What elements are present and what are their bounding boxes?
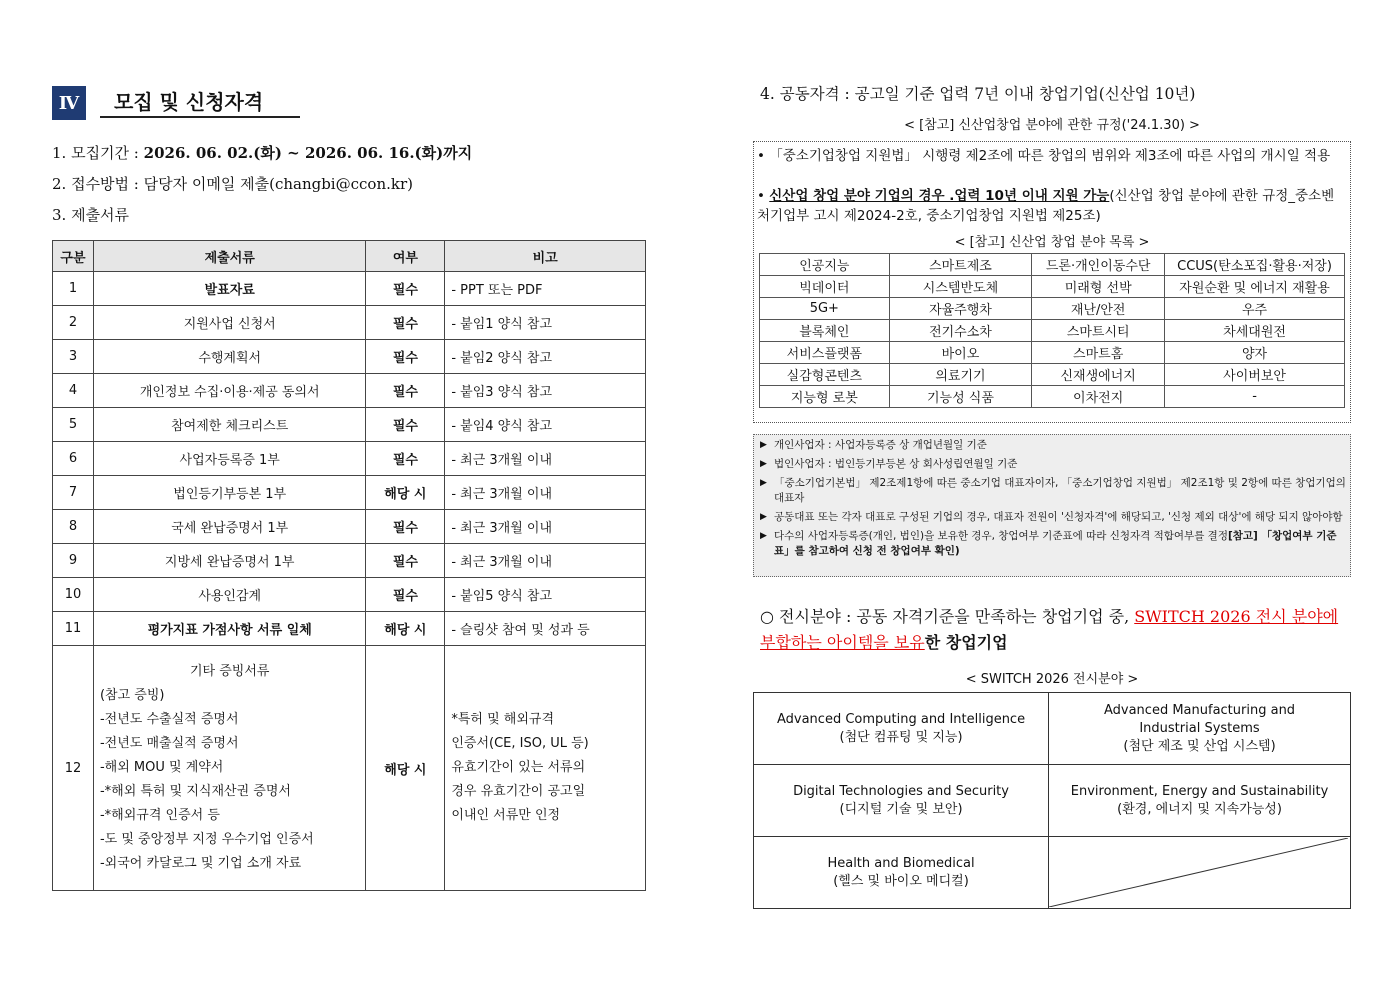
table-row	[760, 320, 1345, 342]
field-en: Digital Technologies and Security	[793, 783, 1009, 799]
bullet-text: 「중소기업창업 지원법」 시행령 제2조에 따른 창업의 범위와 제3조에 따른 사업의 개시일 적용	[769, 148, 1331, 164]
row-no: 8	[53, 510, 94, 544]
category-cell: 차세대원전	[1165, 320, 1345, 342]
triangle-bullet-icon: ▶	[760, 440, 767, 450]
row-note: - 붙임1 양식 참고	[445, 306, 646, 340]
row-req: 필수	[366, 442, 445, 476]
documents-table	[52, 240, 646, 891]
row-doc-line: -도 및 중앙정부 지정 우수기업 인증서	[99, 832, 314, 847]
ref-bullet-1	[757, 146, 1347, 166]
table-row	[53, 442, 646, 476]
category-cell: 재난/안전	[1032, 298, 1165, 320]
field-cell	[754, 765, 1049, 837]
row-doc: 지방세 완납증명서 1부	[93, 544, 365, 578]
field-en: Advanced Manufacturing and Industrial Systems	[1103, 702, 1296, 736]
category-cell: 인공지능	[760, 254, 890, 276]
row-doc-line: (참고 증빙)	[99, 688, 165, 703]
row-no: 3	[53, 340, 94, 374]
category-cell: 실감형콘텐츠	[760, 364, 890, 386]
category-cell: 드론·개인이동수단	[1032, 254, 1165, 276]
field-en: Health and Biomedical	[827, 855, 975, 871]
row-note-line: 이내인 서류만 인정	[451, 808, 561, 823]
field-ko: (환경, 에너지 및 지속가능성)	[1117, 801, 1282, 817]
category-cell: 바이오	[889, 342, 1032, 364]
row-doc: 사용인감계	[93, 578, 365, 612]
diagonal-line-icon	[1049, 838, 1348, 907]
row-req: 필수	[366, 544, 445, 578]
period-label: 1. 모집기간 :	[52, 144, 144, 162]
bullet-bold-text: 신산업 창업 분야 기업의 경우 .업력 10년 이내 지원 가능	[769, 188, 1110, 204]
field-cell	[1049, 765, 1351, 837]
category-table	[759, 253, 1345, 408]
category-cell: 스마트시티	[1032, 320, 1165, 342]
table-row	[760, 342, 1345, 364]
category-cell: 미래형 선박	[1032, 276, 1165, 298]
exhibit-highlight: SWITCH 2026 전시 분야에 부합하는 아이템을 보유	[760, 607, 1339, 652]
field-en: Environment, Energy and Sustainability	[1070, 783, 1329, 799]
row-doc: 지원사업 신청서	[93, 306, 365, 340]
header-doc: 제출서류	[93, 241, 365, 272]
row-req: 해당 시	[366, 476, 445, 510]
row-no: 7	[53, 476, 94, 510]
field-ko: (첨단 컴퓨팅 및 지능)	[839, 729, 963, 745]
row-req: 필수	[366, 272, 445, 306]
header-note: 비고	[445, 241, 646, 272]
row-doc-line: -*해외 특허 및 지식재산권 증명서	[99, 784, 291, 799]
row-doc: 개인정보 수집·이용·제공 동의서	[93, 374, 365, 408]
row-note: - 붙임3 양식 참고	[445, 374, 646, 408]
ref-bullet-2	[757, 186, 1347, 226]
row-note-line: 유효기간이 있는 서류의	[451, 760, 586, 775]
row-req: 필수	[366, 340, 445, 374]
row-req: 필수	[366, 408, 445, 442]
category-title: < [참고] 신산업 창업 분야 목록 >	[954, 235, 1150, 250]
category-cell: 사이버보안	[1165, 364, 1345, 386]
note-text: 법인사업자 : 법인등기부등본 상 회사성립연월일 기준	[774, 458, 1018, 470]
row-doc: 국세 완납증명서 1부	[93, 510, 365, 544]
category-cell: 기능성 식품	[889, 386, 1032, 408]
table-row	[754, 765, 1351, 837]
exhibit-prefix: ○ 전시분야 : 공동 자격기준을 만족하는 창업기업 중,	[760, 607, 1135, 626]
row-doc: 사업자등록증 1부	[93, 442, 365, 476]
category-cell: 의료기기	[889, 364, 1032, 386]
row-req: 필수	[366, 578, 445, 612]
field-cell	[1049, 693, 1351, 765]
category-cell: -	[1165, 386, 1345, 408]
row-note: - 붙임2 양식 참고	[445, 340, 646, 374]
category-cell: 이차전지	[1032, 386, 1165, 408]
category-cell: 시스템반도체	[889, 276, 1032, 298]
table-row	[760, 298, 1345, 320]
category-cell: CCUS(탄소포집·활용·저장)	[1165, 254, 1345, 276]
submit-method: 2. 접수방법 : 담당자 이메일 제출(changbi@ccon.kr)	[52, 175, 413, 193]
row-note	[445, 646, 646, 891]
table-row	[53, 340, 646, 374]
table-row	[760, 364, 1345, 386]
period-value: 2026. 06. 02.(화) ~ 2026. 06. 16.(화)까지	[143, 144, 473, 162]
row-doc-title: 기타 증빙서류	[189, 664, 270, 679]
section-number: Ⅳ	[52, 86, 86, 120]
row-doc: 수행계획서	[93, 340, 365, 374]
header-req: 여부	[366, 241, 445, 272]
row-req: 필수	[366, 306, 445, 340]
exhibit-statement	[760, 604, 1352, 656]
row-doc-line: -*해외규격 인증서 등	[99, 808, 220, 823]
category-cell: 스마트제조	[889, 254, 1032, 276]
field-ko: (첨단 제조 및 산업 시스템)	[1123, 738, 1276, 754]
note-text: 「중소기업기본법」 제2조제1항에 따른 중소기업 대표자이자, 「중소기업창업 지원법」 제2조1항 및 2항에 따른 창업기업의 대표자	[774, 477, 1346, 504]
triangle-bullet-icon: ▶	[760, 512, 767, 522]
row-doc-line: -외국어 카달로그 및 기업 소개 자료	[99, 856, 302, 871]
category-cell: 신재생에너지	[1032, 364, 1165, 386]
section-title: 모집 및 신청자격	[100, 86, 300, 118]
row-doc-line: -전년도 수출실적 증명서	[99, 712, 239, 727]
table-row	[53, 510, 646, 544]
row-no: 11	[53, 612, 94, 646]
field-ko: (디지털 기술 및 보안)	[839, 801, 963, 817]
row-note: - PPT 또는 PDF	[445, 272, 646, 306]
table-row	[53, 306, 646, 340]
row-doc: 참여제한 체크리스트	[93, 408, 365, 442]
row-note-line: *특허 및 해외규격	[451, 712, 554, 727]
category-cell: 지능형 로봇	[760, 386, 890, 408]
row-doc: 발표자료	[93, 272, 365, 306]
table-row	[754, 837, 1351, 909]
header-no: 구분	[53, 241, 94, 272]
note-item	[758, 529, 1346, 559]
row-note-line: 경우 유효기간이 공고일	[451, 784, 586, 799]
row-note: - 슬링샷 참여 및 성과 등	[445, 612, 646, 646]
notes-list	[758, 438, 1346, 559]
row-no: 10	[53, 578, 94, 612]
table-row	[760, 386, 1345, 408]
row-req: 필수	[366, 374, 445, 408]
note-item	[758, 510, 1346, 525]
row-no: 2	[53, 306, 94, 340]
row-note-line: 인증서(CE, ISO, UL 등)	[451, 736, 589, 751]
row-note: - 붙임5 양식 참고	[445, 578, 646, 612]
row-note: - 최근 3개월 이내	[445, 476, 646, 510]
docs-title: 3. 제출서류	[52, 206, 130, 224]
row-doc	[93, 646, 365, 891]
empty-diagonal-cell	[1049, 837, 1351, 909]
row-no: 9	[53, 544, 94, 578]
table-header-row	[53, 241, 646, 272]
row-doc-line: -전년도 매출실적 증명서	[99, 736, 239, 751]
category-cell: 자율주행차	[889, 298, 1032, 320]
exhibit-suffix: 한 창업기업	[924, 633, 1008, 652]
triangle-bullet-icon: ▶	[760, 478, 767, 488]
row-doc-line: -해외 MOU 및 계약서	[99, 760, 224, 775]
note-item	[758, 457, 1346, 472]
table-row	[760, 276, 1345, 298]
field-cell	[754, 837, 1049, 909]
note-item	[758, 438, 1346, 453]
item4-eligibility: 4. 공동자격 : 공고일 기준 업력 7년 이내 창업기업(신산업 10년)	[760, 85, 1196, 103]
note-item	[758, 476, 1346, 506]
row-note: - 최근 3개월 이내	[445, 544, 646, 578]
recruit-period	[52, 142, 472, 163]
ref-title: < [참고] 신산업창업 분야에 관한 규정('24.1.30) >	[904, 118, 1200, 133]
table-row	[53, 578, 646, 612]
triangle-bullet-icon: ▶	[760, 531, 767, 541]
field-en: Advanced Computing and Intelligence	[776, 711, 1026, 727]
table-row	[53, 408, 646, 442]
field-ko: (헬스 및 바이오 메디컬)	[833, 873, 969, 889]
table-row	[53, 544, 646, 578]
note-bold-text: [참고] 「창업여부 기준표」를 참고하여 신청 전 창업여부 확인)	[774, 530, 1337, 557]
table-row	[760, 254, 1345, 276]
bullet-text: (신산업 창업 분야에 관한 규정_중소벤처기업부 고시 제2024-2호, 중소기업창업 지원법 제25조)	[757, 188, 1335, 224]
row-req: 해당 시	[366, 612, 445, 646]
table-row	[53, 646, 646, 891]
table-row	[53, 476, 646, 510]
field-cell	[754, 693, 1049, 765]
fields-title: < SWITCH 2026 전시분야 >	[965, 672, 1139, 687]
note-text: 공동대표 또는 각자 대표로 구성된 기업의 경우, 대표자 전원이 '신청자격'에 해당되고, '신청 제외 대상'에 해당 되지 않아야함	[774, 511, 1343, 523]
category-cell: 5G+	[760, 298, 890, 320]
row-note: - 최근 3개월 이내	[445, 510, 646, 544]
exhibit-fields-table	[753, 692, 1351, 909]
row-note: - 붙임4 양식 참고	[445, 408, 646, 442]
row-no: 4	[53, 374, 94, 408]
category-cell: 자원순환 및 에너지 재활용	[1165, 276, 1345, 298]
note-text: 다수의 사업자등록증(개인, 법인)을 보유한 경우, 창업여부 기준표에 따라 신청자격 적합여부를 결정	[774, 530, 1228, 542]
triangle-bullet-icon: ▶	[760, 459, 767, 469]
category-cell: 빅데이터	[760, 276, 890, 298]
row-no: 5	[53, 408, 94, 442]
table-row	[53, 612, 646, 646]
row-req: 해당 시	[366, 646, 445, 891]
row-no: 1	[53, 272, 94, 306]
category-cell: 전기수소차	[889, 320, 1032, 342]
note-text: 개인사업자 : 사업자등록증 상 개업년월일 기준	[774, 439, 987, 451]
category-cell: 서비스플랫폼	[760, 342, 890, 364]
row-req: 필수	[366, 510, 445, 544]
table-row	[53, 272, 646, 306]
row-note: - 최근 3개월 이내	[445, 442, 646, 476]
row-doc: 법인등기부등본 1부	[93, 476, 365, 510]
category-cell: 스마트홈	[1032, 342, 1165, 364]
bullet-dot: •	[757, 188, 770, 204]
table-row	[53, 374, 646, 408]
category-cell: 양자	[1165, 342, 1345, 364]
row-no: 12	[53, 646, 94, 891]
row-doc: 평가지표 가점사항 서류 일체	[93, 612, 365, 646]
row-no: 6	[53, 442, 94, 476]
table-row	[754, 693, 1351, 765]
bullet-dot: •	[757, 148, 770, 164]
category-cell: 우주	[1165, 298, 1345, 320]
category-cell: 블록체인	[760, 320, 890, 342]
